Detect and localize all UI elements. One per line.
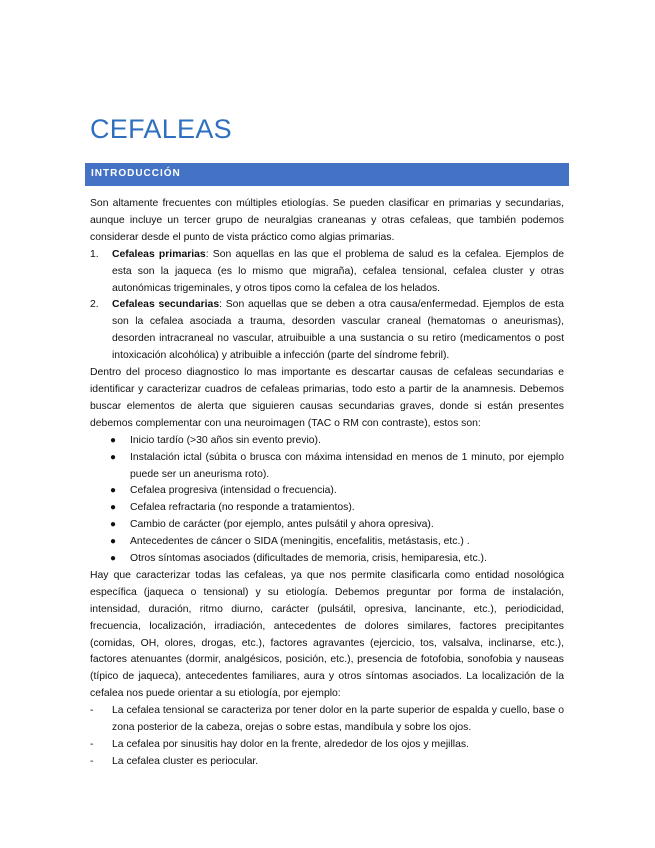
bullet-item xyxy=(90,534,564,551)
list-text: : Son aquellas en las que el problema de salud es la cefalea. Ejemplos de esta son la jaqueca (es lo mismo que migraña), cefalea tensional, cefalea cluster y otras autonómicas trigeminales, y otros tipos como la cefalea de los helados. xyxy=(112,248,564,294)
dash-item xyxy=(90,703,564,737)
bullet-text: Antecedentes de cáncer o SIDA (meningitis, encefalitis, metástasis, etc.) . xyxy=(130,536,470,548)
bullet-item xyxy=(90,483,564,500)
bullet-item xyxy=(90,450,564,484)
dash-item xyxy=(90,737,564,754)
list-term: Cefaleas secundarias xyxy=(112,299,220,311)
bullet-text: Instalación ictal (súbita o brusca con máxima intensidad en menos de 1 minuto, por ejemplo puede ser un aneurisma roto). xyxy=(130,451,564,480)
numbered-item xyxy=(90,247,564,298)
dash-text: La cefalea tensional se caracteriza por tener dolor en la parte superior de espalda y cuello, base o zona posterior de la cabeza, orejas o sobre estas, mandíbula y sobre los ojos. xyxy=(112,705,564,734)
bullet-icon: ● xyxy=(110,502,117,514)
dash-icon: - xyxy=(90,705,94,717)
list-number: 2. xyxy=(90,299,99,311)
bullet-text: Cefalea progresiva (intensidad o frecuencia). xyxy=(130,485,337,497)
bullet-icon: ● xyxy=(110,553,117,565)
dash-icon: - xyxy=(90,755,94,767)
characterization-paragraph: Hay que caracterizar todas las cefaleas, ya que nos permite clasificarla como entidad nosológica específica (jaqueca o tensional) y su etiología. Debemos preguntar por forma de instalación, intensidad, duración, ritmo diurno, carácter (pulsátil, opresiva, lancinante, etc.), periodicidad, frecuencia, localización, irradiación, antecedentes de dolores similares, factores precipitantes (comidas, OH, olores, drogas, etc.), factores agravantes (ejercicio, tos, valsalva, inclinarse, etc.), factores atenuantes (dormir, analgésicos, posición, etc.), presencia de fotofobia, sonofobia y nauseas (típico de jaqueca), antecedentes familiares, aura y otros síntomas asociados. La localización de la cefalea nos puede orientar a su etiología, por ejemplo: xyxy=(90,569,564,700)
bullet-item xyxy=(90,433,564,450)
bullet-item xyxy=(90,500,564,517)
bullet-icon: ● xyxy=(110,536,117,548)
intro-paragraph: Son altamente frecuentes con múltiples etiologías. Se pueden clasificar en primarias y secundarias, aunque incluye un tercer grupo de neuralgias craneanas y otras cefaleas, que también podemos considerar desde el punto de vista práctico como algias primarias. xyxy=(90,198,564,243)
dash-text: La cefalea por sinusitis hay dolor en la frente, alrededor de los ojos y mejillas. xyxy=(112,739,469,750)
section-header xyxy=(85,163,569,186)
section-label: INTRODUCCIÓN xyxy=(91,168,181,179)
bullet-text: Cambio de carácter (por ejemplo, antes pulsátil y ahora opresiva). xyxy=(130,519,434,531)
list-text: : Son aquellas que se deben a otra causa/enfermedad. Ejemplos de esta son la cefalea asociada a trauma, desorden vascular craneal (hematomas o aneurismas), desorden intracraneal no vascular, atruibuible a una sustancia o su retiro (medicamentos o post intoxicación alcohólica) y atribuible a infección (parte del síndrome febril). xyxy=(112,299,564,362)
dash-icon: - xyxy=(90,739,94,750)
dash-item xyxy=(90,754,564,771)
list-term: Cefaleas primarias xyxy=(112,248,206,260)
bullet-icon: ● xyxy=(110,451,117,463)
bullet-text: Inicio tardío (>30 años sin evento previo). xyxy=(130,434,321,446)
bullet-item xyxy=(90,517,564,534)
bullet-icon: ● xyxy=(110,485,117,497)
numbered-item xyxy=(90,297,564,365)
bullet-icon: ● xyxy=(110,519,117,531)
bullet-icon: ● xyxy=(110,434,117,446)
diagnostic-paragraph: Dentro del proceso diagnostico lo mas importante es descartar causas de cefaleas secundarias e identificar y caracterizar cuadros de cefaleas primarias, todo esto a partir de la anamnesis. Debemos buscar elementos de alerta que siguieren causas secundarias graves, donde si están presentes debemos complementar con una neuroimagen (TAC o RM con contraste), estos son: xyxy=(90,367,564,429)
document-body xyxy=(90,196,564,771)
bullet-item xyxy=(90,551,564,568)
bullet-text: Otros síntomas asociados (dificultades de memoria, crisis, hemiparesia, etc.). xyxy=(130,553,487,565)
page-title: CEFALEAS xyxy=(90,114,232,144)
list-number: 1. xyxy=(90,248,99,260)
bullet-text: Cefalea refractaria (no responde a tratamientos). xyxy=(130,502,355,514)
dash-text: La cefalea cluster es periocular. xyxy=(112,755,259,767)
